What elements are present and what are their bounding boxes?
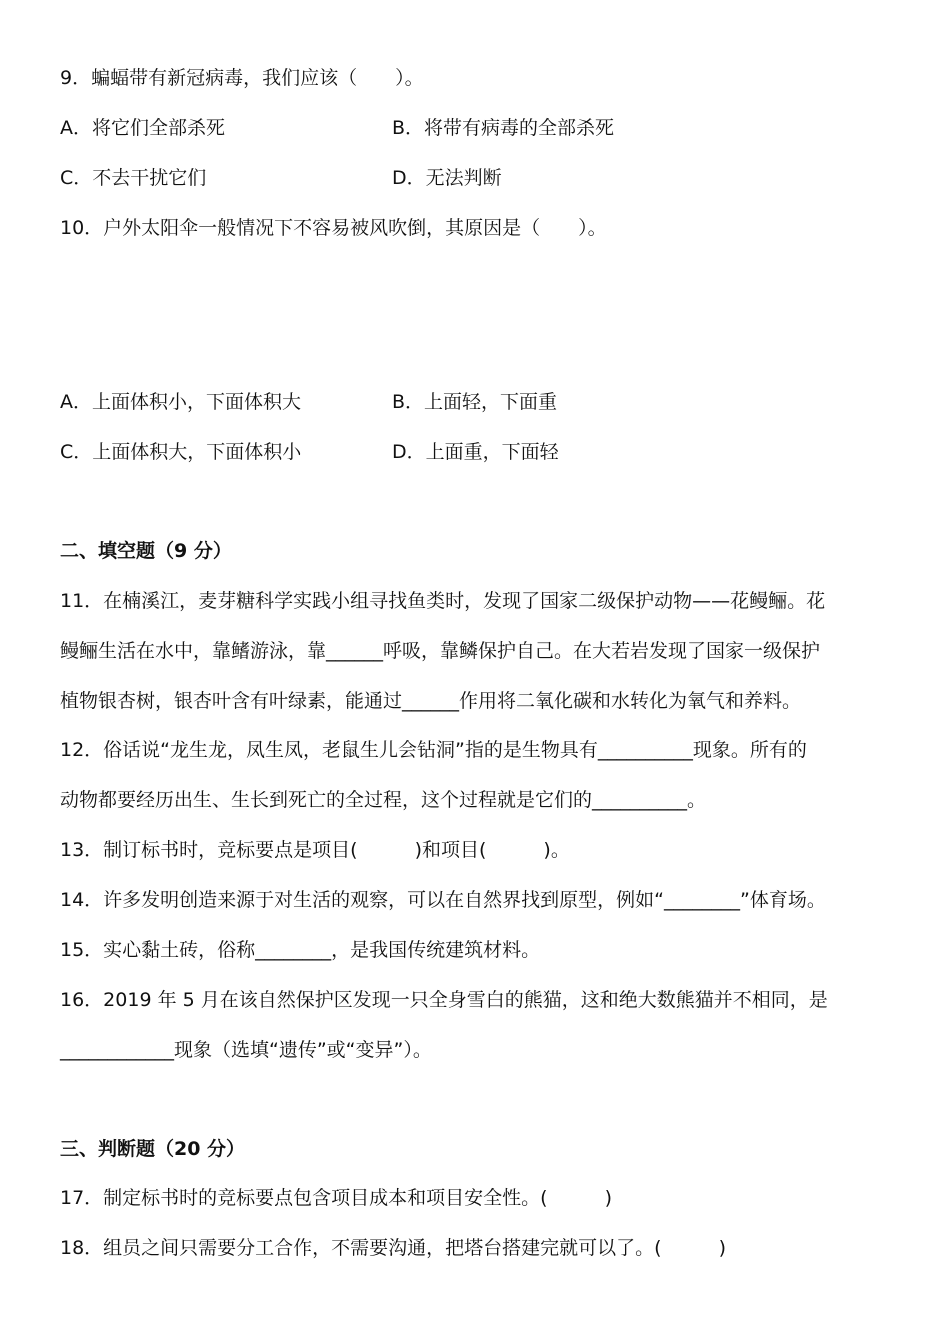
q9-stem: 9．蝙蝠带有新冠病毒，我们应该（ ）。 [60,67,424,89]
q9-option-a: A．将它们全部杀死 [60,117,225,139]
q18-line: 18．组员之间只需要分工合作，不需要沟通，把塔台搭建完就可以了。( ) [60,1237,727,1259]
section-fill-in-title: 二、填空题（9 分） [60,540,232,562]
q9-option-d: D．无法判断 [392,167,502,189]
q14-line: 14．许多发明创造来源于对生活的观察，可以在自然界找到原型，例如“________”体育场。 [60,889,826,911]
q11-line-1: 11．在楠溪江，麦芽糖科学实践小组寻找鱼类时，发现了国家二级保护动物——花鳗鲡。花 [60,590,826,612]
q10-stem: 10．户外太阳伞一般情况下不容易被风吹倒，其原因是（ ）。 [60,217,607,239]
q11-line-2: 鳗鲡生活在水中，靠鳍游泳，靠______呼吸，靠鳞保护自己。在大若岩发现了国家一级保护 [60,640,821,662]
q9-option-b: B．将带有病毒的全部杀死 [392,117,615,139]
q16-line-2: ____________现象（选填“遗传”或“变异”）。 [60,1039,432,1061]
q10-option-b: B．上面轻，下面重 [392,391,558,413]
q17-line: 17．制定标书时的竞标要点包含项目成本和项目安全性。( ) [60,1187,613,1209]
q12-line-1: 12．俗话说“龙生龙，凤生凤，老鼠生儿会钻洞”指的是生物具有__________现象。所有的 [60,739,807,761]
q15-line: 15．实心黏土砖，俗称________，是我国传统建筑材料。 [60,939,541,961]
q16-line-1: 16．2019 年 5 月在该自然保护区发现一只全身雪白的熊猫，这和绝大数熊猫并不相同，是 [60,989,828,1011]
q9-option-c: C．不去干扰它们 [60,167,207,189]
q13-line: 13．制订标书时，竞标要点是项目( )和项目( )。 [60,839,570,861]
q12-line-2: 动物都要经历出生、生长到死亡的全过程，这个过程就是它们的__________。 [60,789,707,811]
section-judgement-title: 三、判断题（20 分） [60,1138,246,1160]
q11-line-3: 植物银杏树，银杏叶含有叶绿素，能通过______作用将二氧化碳和水转化为氧气和养料。 [60,690,802,712]
q10-option-a: A．上面体积小，下面体积大 [60,391,301,413]
q10-option-c: C．上面体积大，下面体积小 [60,441,302,463]
q10-option-d: D．上面重，下面轻 [392,441,559,463]
